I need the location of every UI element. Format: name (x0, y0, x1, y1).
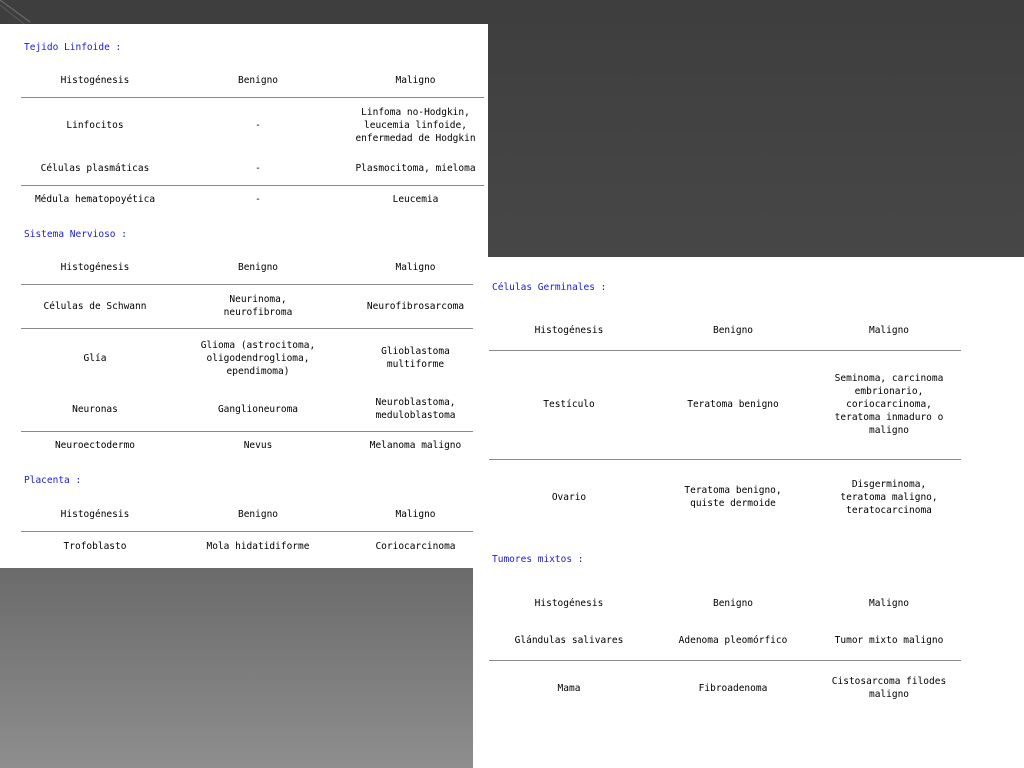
table-cell: - (169, 153, 347, 185)
table-cell: Ovario (551, 491, 587, 503)
table-cell: Linfocitos (66, 119, 124, 131)
table-cell: Melanoma maligno (369, 440, 462, 452)
table-cell: Leucemia (392, 194, 439, 206)
table-row (489, 660, 961, 716)
left-panel (0, 24, 488, 568)
table-cell: Ganglioneuroma (169, 388, 347, 431)
table-cell: - (255, 194, 261, 206)
table-cell: Linfoma no-Hodgkin, leucemia linfoide, enfermedad de Hodgkin (355, 106, 476, 144)
table-cell: Neuroblastoma, meduloblastoma (347, 388, 484, 431)
section-heading-sistema-nervioso: Sistema Nervioso : (24, 229, 127, 240)
table-tejido-linfoide (21, 64, 484, 214)
table-header-row (21, 252, 484, 284)
header-cell: Maligno (347, 64, 484, 97)
table-cell: Testículo (489, 350, 649, 459)
table-cell: Glía (83, 352, 107, 364)
table-sistema-nervioso (21, 252, 484, 460)
table-tumores-mixtos (489, 584, 961, 716)
header-cell: Histogénesis (21, 64, 169, 97)
table-cell: Neurinoma, neurofibroma (169, 284, 347, 328)
table-cell: Cistosarcoma filodes maligno (831, 676, 947, 701)
table-cell: Mola hidatidiforme (206, 540, 310, 552)
table-cell: Coriocarcinoma (375, 540, 456, 552)
table-cell: Fibroadenoma (698, 682, 768, 694)
table-cell: Adenoma pleomórfico (649, 622, 817, 660)
right-panel (473, 257, 1024, 768)
table-cell: Glioblastoma multiforme (381, 346, 450, 371)
table-row (21, 185, 484, 214)
header-cell: Benigno (169, 252, 347, 284)
table-row (489, 350, 961, 459)
table-row (21, 328, 484, 388)
header-cell: Benigno (169, 64, 347, 97)
header-cell: Histogénesis (21, 499, 169, 531)
section-heading-tumores-mixtos: Tumores mixtos : (492, 554, 584, 565)
table-header-row (21, 64, 484, 97)
table-cell: Médula hematopoyética (34, 194, 156, 206)
table-cell: - (255, 119, 261, 131)
header-cell: Benigno (649, 312, 817, 350)
table-header-row (21, 499, 484, 531)
table-row (21, 531, 484, 561)
table-celulas-germinales (489, 312, 961, 535)
table-cell: Glioma (astrocitoma, oligodendroglioma, ependimoma) (200, 339, 316, 377)
table-cell: Neuroectodermo (54, 440, 136, 452)
table-placenta (21, 499, 484, 561)
table-cell: Tumor mixto maligno (817, 622, 961, 660)
header-cell: Benigno (712, 597, 754, 609)
table-cell: Neuronas (21, 388, 169, 431)
table-cell: Trofoblasto (63, 540, 127, 552)
header-cell: Maligno (817, 312, 961, 350)
header-cell: Histogénesis (21, 252, 169, 284)
section-heading-tejido-linfoide: Tejido Linfoide : (24, 42, 122, 53)
table-row (21, 388, 484, 431)
table-row (489, 622, 961, 660)
table-header-row (489, 312, 961, 350)
table-header-row (489, 584, 961, 622)
table-cell: Seminoma, carcinoma embrionario, coriocarcinoma, teratoma inmaduro o maligno (817, 350, 961, 459)
header-cell: Maligno (347, 499, 484, 531)
table-row (21, 153, 484, 185)
table-cell: Plasmocitoma, mieloma (347, 153, 484, 185)
table-cell: Nevus (243, 440, 273, 452)
table-cell: Disgerminoma, teratoma maligno, teratocarcinoma (840, 478, 938, 516)
section-heading-celulas-germinales: Células Germinales : (492, 282, 607, 293)
section-heading-placenta: Placenta : (24, 475, 82, 486)
table-row (21, 284, 484, 328)
table-cell: Teratoma benigno, quiste dermoide (684, 485, 782, 510)
table-row (489, 459, 961, 535)
table-cell: Neurofibrosarcoma (347, 284, 484, 328)
table-row (21, 97, 484, 153)
header-cell: Maligno (868, 597, 910, 609)
header-cell: Histogénesis (534, 597, 604, 609)
table-cell: Teratoma benigno (649, 350, 817, 459)
table-cell: Células de Schwann (21, 284, 169, 328)
header-cell: Maligno (347, 252, 484, 284)
table-cell: Glándulas salivares (489, 622, 649, 660)
table-row (21, 431, 484, 460)
header-cell: Histogénesis (489, 312, 649, 350)
table-cell: Células plasmáticas (21, 153, 169, 185)
table-cell: Mama (557, 682, 581, 694)
header-cell: Benigno (169, 499, 347, 531)
